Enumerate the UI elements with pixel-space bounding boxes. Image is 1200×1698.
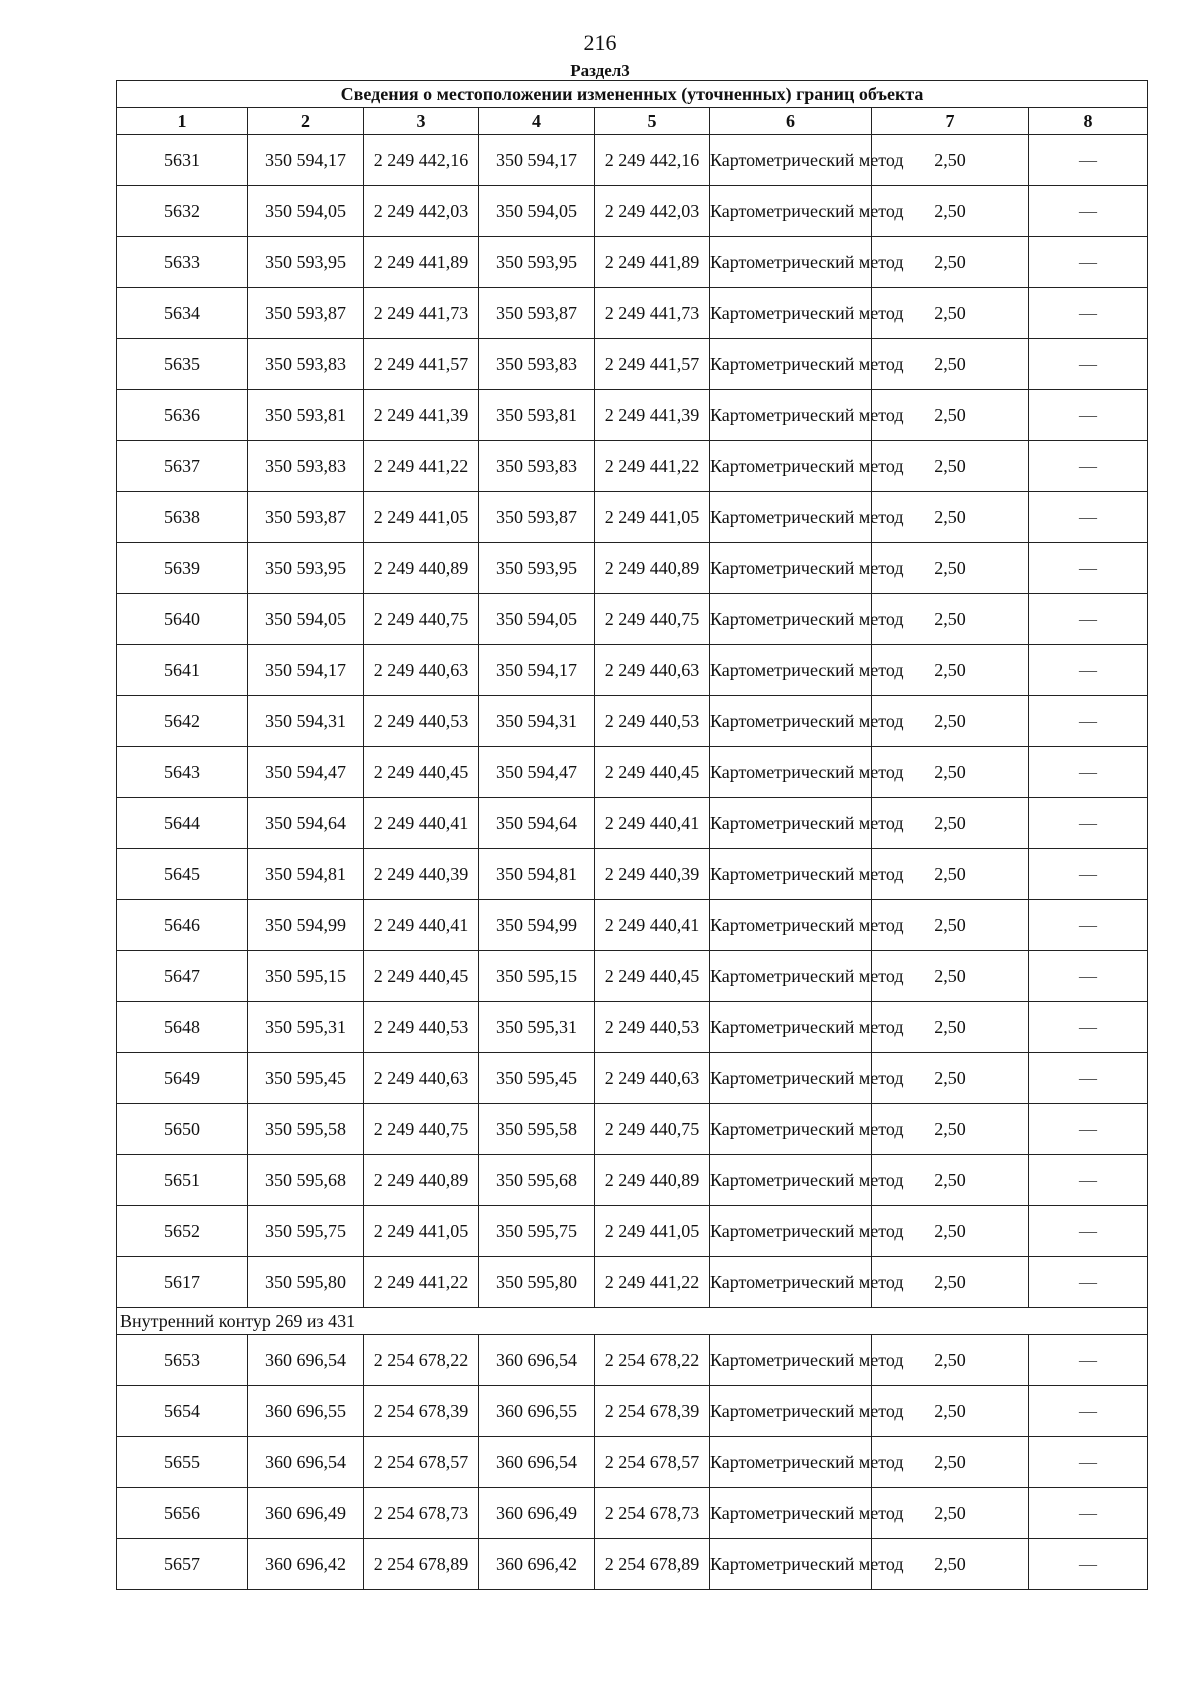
method-cell: Картометрический метод — [710, 696, 872, 747]
point-number-cell: 5645 — [117, 849, 248, 900]
point-number-cell: 5648 — [117, 1002, 248, 1053]
point-number-cell: 5640 — [117, 594, 248, 645]
y-new-cell: 2 249 440,41 — [595, 798, 710, 849]
y-new-cell: 2 249 442,03 — [595, 186, 710, 237]
y-old-cell: 2 254 678,57 — [364, 1437, 479, 1488]
x-new-cell: 360 696,42 — [479, 1539, 595, 1590]
note-cell: — — [1029, 288, 1148, 339]
x-new-cell: 350 593,95 — [479, 543, 595, 594]
x-old-cell: 350 595,15 — [248, 951, 364, 1002]
x-old-cell: 350 594,31 — [248, 696, 364, 747]
x-new-cell: 350 593,87 — [479, 288, 595, 339]
point-number-cell: 5651 — [117, 1155, 248, 1206]
y-old-cell: 2 249 440,89 — [364, 543, 479, 594]
method-cell: Картометрический метод — [710, 798, 872, 849]
table-row — [117, 1539, 1148, 1590]
point-number-cell: 5652 — [117, 1206, 248, 1257]
column-number: 1 — [117, 108, 248, 135]
point-number-cell: 5639 — [117, 543, 248, 594]
method-cell: Картометрический метод — [710, 1104, 872, 1155]
x-old-cell: 350 594,47 — [248, 747, 364, 798]
y-old-cell: 2 249 440,41 — [364, 900, 479, 951]
accuracy-cell: 2,50 — [872, 951, 1029, 1002]
x-old-cell: 350 594,17 — [248, 135, 364, 186]
x-new-cell: 350 593,83 — [479, 339, 595, 390]
note-cell: — — [1029, 900, 1148, 951]
y-old-cell: 2 249 441,22 — [364, 1257, 479, 1308]
y-old-cell: 2 249 440,89 — [364, 1155, 479, 1206]
point-number-cell: 5632 — [117, 186, 248, 237]
x-old-cell: 350 595,75 — [248, 1206, 364, 1257]
y-new-cell: 2 249 441,05 — [595, 492, 710, 543]
y-new-cell: 2 254 678,73 — [595, 1488, 710, 1539]
point-number-cell: 5654 — [117, 1386, 248, 1437]
y-old-cell: 2 249 440,53 — [364, 696, 479, 747]
x-new-cell: 350 595,31 — [479, 1002, 595, 1053]
accuracy-cell: 2,50 — [872, 186, 1029, 237]
method-cell: Картометрический метод — [710, 900, 872, 951]
table-row — [117, 696, 1148, 747]
x-new-cell: 350 594,99 — [479, 900, 595, 951]
point-number-cell: 5653 — [117, 1335, 248, 1386]
y-old-cell: 2 249 440,75 — [364, 1104, 479, 1155]
x-old-cell: 350 593,87 — [248, 288, 364, 339]
y-old-cell: 2 249 442,16 — [364, 135, 479, 186]
accuracy-cell: 2,50 — [872, 339, 1029, 390]
y-old-cell: 2 249 441,39 — [364, 390, 479, 441]
y-new-cell: 2 249 440,45 — [595, 951, 710, 1002]
boundary-table — [116, 80, 1148, 1590]
y-old-cell: 2 254 678,73 — [364, 1488, 479, 1539]
point-number-cell: 5650 — [117, 1104, 248, 1155]
table-row — [117, 594, 1148, 645]
x-new-cell: 350 594,17 — [479, 135, 595, 186]
y-new-cell: 2 249 441,22 — [595, 441, 710, 492]
y-new-cell: 2 249 440,41 — [595, 900, 710, 951]
method-cell: Картометрический метод — [710, 594, 872, 645]
x-old-cell: 360 696,42 — [248, 1539, 364, 1590]
x-new-cell: 350 594,47 — [479, 747, 595, 798]
x-new-cell: 360 696,54 — [479, 1335, 595, 1386]
table-row — [117, 135, 1148, 186]
note-cell: — — [1029, 441, 1148, 492]
point-number-cell: 5617 — [117, 1257, 248, 1308]
x-new-cell: 360 696,49 — [479, 1488, 595, 1539]
x-old-cell: 350 593,95 — [248, 543, 364, 594]
column-number: 7 — [872, 108, 1029, 135]
note-cell: — — [1029, 1488, 1148, 1539]
x-new-cell: 350 593,95 — [479, 237, 595, 288]
method-cell: Картометрический метод — [710, 951, 872, 1002]
y-new-cell: 2 249 441,05 — [595, 1206, 710, 1257]
accuracy-cell: 2,50 — [872, 237, 1029, 288]
y-new-cell: 2 249 440,53 — [595, 1002, 710, 1053]
column-number: 4 — [479, 108, 595, 135]
y-new-cell: 2 249 441,57 — [595, 339, 710, 390]
note-cell: — — [1029, 1155, 1148, 1206]
table-row — [117, 900, 1148, 951]
note-cell: — — [1029, 645, 1148, 696]
accuracy-cell: 2,50 — [872, 1335, 1029, 1386]
x-old-cell: 360 696,54 — [248, 1437, 364, 1488]
point-number-cell: 5635 — [117, 339, 248, 390]
x-new-cell: 350 595,80 — [479, 1257, 595, 1308]
x-new-cell: 350 595,15 — [479, 951, 595, 1002]
accuracy-cell: 2,50 — [872, 1437, 1029, 1488]
note-cell: — — [1029, 1437, 1148, 1488]
method-cell: Картометрический метод — [710, 1335, 872, 1386]
y-old-cell: 2 249 440,39 — [364, 849, 479, 900]
note-cell: — — [1029, 1053, 1148, 1104]
y-old-cell: 2 249 440,45 — [364, 747, 479, 798]
y-new-cell: 2 249 440,75 — [595, 594, 710, 645]
table-row — [117, 1488, 1148, 1539]
method-cell: Картометрический метод — [710, 441, 872, 492]
point-number-cell: 5642 — [117, 696, 248, 747]
table-row — [117, 1437, 1148, 1488]
y-new-cell: 2 249 441,39 — [595, 390, 710, 441]
point-number-cell: 5634 — [117, 288, 248, 339]
table-row — [117, 1053, 1148, 1104]
table-row — [117, 1335, 1148, 1386]
accuracy-cell: 2,50 — [872, 1104, 1029, 1155]
accuracy-cell: 2,50 — [872, 1386, 1029, 1437]
table-row — [117, 798, 1148, 849]
x-old-cell: 350 594,99 — [248, 900, 364, 951]
x-old-cell: 360 696,54 — [248, 1335, 364, 1386]
x-new-cell: 350 595,68 — [479, 1155, 595, 1206]
point-number-cell: 5647 — [117, 951, 248, 1002]
y-new-cell: 2 249 440,89 — [595, 1155, 710, 1206]
method-cell: Картометрический метод — [710, 1386, 872, 1437]
note-cell: — — [1029, 543, 1148, 594]
y-old-cell: 2 249 441,73 — [364, 288, 479, 339]
accuracy-cell: 2,50 — [872, 1002, 1029, 1053]
note-cell: — — [1029, 492, 1148, 543]
x-old-cell: 350 594,64 — [248, 798, 364, 849]
y-new-cell: 2 249 440,45 — [595, 747, 710, 798]
contour-label: Внутренний контур 269 из 431 — [117, 1308, 1148, 1335]
accuracy-cell: 2,50 — [872, 798, 1029, 849]
note-cell: — — [1029, 186, 1148, 237]
table-caption-row — [117, 81, 1148, 108]
table-row — [117, 1104, 1148, 1155]
table-row — [117, 390, 1148, 441]
method-cell: Картометрический метод — [710, 339, 872, 390]
table-row — [117, 288, 1148, 339]
method-cell: Картометрический метод — [710, 1053, 872, 1104]
column-number: 2 — [248, 108, 364, 135]
note-cell: — — [1029, 1386, 1148, 1437]
note-cell: — — [1029, 135, 1148, 186]
y-old-cell: 2 254 678,39 — [364, 1386, 479, 1437]
x-new-cell: 350 593,83 — [479, 441, 595, 492]
point-number-cell: 5636 — [117, 390, 248, 441]
y-new-cell: 2 249 440,63 — [595, 645, 710, 696]
table-row — [117, 1002, 1148, 1053]
x-old-cell: 350 594,17 — [248, 645, 364, 696]
column-number: 8 — [1029, 108, 1148, 135]
x-old-cell: 350 593,87 — [248, 492, 364, 543]
x-old-cell: 350 595,80 — [248, 1257, 364, 1308]
table-row — [117, 849, 1148, 900]
y-old-cell: 2 249 441,22 — [364, 441, 479, 492]
method-cell: Картометрический метод — [710, 1539, 872, 1590]
note-cell: — — [1029, 1002, 1148, 1053]
table-row — [117, 543, 1148, 594]
table-row — [117, 441, 1148, 492]
page-number: 216 — [583, 30, 617, 55]
note-cell: — — [1029, 951, 1148, 1002]
y-new-cell: 2 249 442,16 — [595, 135, 710, 186]
x-new-cell: 350 594,31 — [479, 696, 595, 747]
point-number-cell: 5657 — [117, 1539, 248, 1590]
method-cell: Картометрический метод — [710, 1488, 872, 1539]
method-cell: Картометрический метод — [710, 1155, 872, 1206]
y-new-cell: 2 249 441,89 — [595, 237, 710, 288]
x-old-cell: 350 595,58 — [248, 1104, 364, 1155]
accuracy-cell: 2,50 — [872, 1257, 1029, 1308]
x-old-cell: 350 595,31 — [248, 1002, 364, 1053]
y-old-cell: 2 249 440,41 — [364, 798, 479, 849]
method-cell: Картометрический метод — [710, 288, 872, 339]
y-old-cell: 2 249 441,89 — [364, 237, 479, 288]
method-cell: Картометрический метод — [710, 849, 872, 900]
x-new-cell: 350 595,45 — [479, 1053, 595, 1104]
accuracy-cell: 2,50 — [872, 1053, 1029, 1104]
note-cell: — — [1029, 798, 1148, 849]
method-cell: Картометрический метод — [710, 237, 872, 288]
y-new-cell: 2 254 678,57 — [595, 1437, 710, 1488]
column-number-row — [117, 108, 1148, 135]
table-row — [117, 1386, 1148, 1437]
method-cell: Картометрический метод — [710, 390, 872, 441]
accuracy-cell: 2,50 — [872, 441, 1029, 492]
y-old-cell: 2 249 441,05 — [364, 1206, 479, 1257]
y-new-cell: 2 254 678,89 — [595, 1539, 710, 1590]
x-new-cell: 350 593,81 — [479, 390, 595, 441]
point-number-cell: 5656 — [117, 1488, 248, 1539]
x-old-cell: 350 593,83 — [248, 441, 364, 492]
x-new-cell: 350 594,64 — [479, 798, 595, 849]
y-old-cell: 2 249 440,75 — [364, 594, 479, 645]
accuracy-cell: 2,50 — [872, 594, 1029, 645]
note-cell: — — [1029, 696, 1148, 747]
method-cell: Картометрический метод — [710, 1437, 872, 1488]
accuracy-cell: 2,50 — [872, 747, 1029, 798]
table-row — [117, 1155, 1148, 1206]
method-cell: Картометрический метод — [710, 1002, 872, 1053]
point-number-cell: 5646 — [117, 900, 248, 951]
x-old-cell: 360 696,49 — [248, 1488, 364, 1539]
table-row — [117, 747, 1148, 798]
method-cell: Картометрический метод — [710, 543, 872, 594]
accuracy-cell: 2,50 — [872, 696, 1029, 747]
y-old-cell: 2 249 441,57 — [364, 339, 479, 390]
method-cell: Картометрический метод — [710, 492, 872, 543]
table-row — [117, 339, 1148, 390]
column-number: 5 — [595, 108, 710, 135]
table-row — [117, 237, 1148, 288]
accuracy-cell: 2,50 — [872, 1206, 1029, 1257]
accuracy-cell: 2,50 — [872, 1539, 1029, 1590]
accuracy-cell: 2,50 — [872, 492, 1029, 543]
column-number: 3 — [364, 108, 479, 135]
accuracy-cell: 2,50 — [872, 1488, 1029, 1539]
method-cell: Картометрический метод — [710, 1206, 872, 1257]
y-new-cell: 2 249 440,89 — [595, 543, 710, 594]
x-new-cell: 350 594,05 — [479, 594, 595, 645]
y-new-cell: 2 249 440,53 — [595, 696, 710, 747]
point-number-cell: 5655 — [117, 1437, 248, 1488]
point-number-cell: 5643 — [117, 747, 248, 798]
accuracy-cell: 2,50 — [872, 543, 1029, 594]
method-cell: Картометрический метод — [710, 135, 872, 186]
table-caption: Сведения о местоположении измененных (уточненных) границ объекта — [117, 81, 1148, 108]
y-old-cell: 2 254 678,89 — [364, 1539, 479, 1590]
x-old-cell: 360 696,55 — [248, 1386, 364, 1437]
y-old-cell: 2 249 440,45 — [364, 951, 479, 1002]
x-new-cell: 350 593,87 — [479, 492, 595, 543]
point-number-cell: 5637 — [117, 441, 248, 492]
note-cell: — — [1029, 747, 1148, 798]
x-old-cell: 350 595,45 — [248, 1053, 364, 1104]
method-cell: Картометрический метод — [710, 1257, 872, 1308]
x-new-cell: 350 594,05 — [479, 186, 595, 237]
point-number-cell: 5644 — [117, 798, 248, 849]
group-row — [117, 1308, 1148, 1335]
point-number-cell: 5641 — [117, 645, 248, 696]
note-cell: — — [1029, 237, 1148, 288]
note-cell: — — [1029, 1257, 1148, 1308]
y-new-cell: 2 249 441,73 — [595, 288, 710, 339]
x-old-cell: 350 594,05 — [248, 594, 364, 645]
y-old-cell: 2 249 442,03 — [364, 186, 479, 237]
x-old-cell: 350 595,68 — [248, 1155, 364, 1206]
note-cell: — — [1029, 390, 1148, 441]
x-old-cell: 350 594,81 — [248, 849, 364, 900]
method-cell: Картометрический метод — [710, 747, 872, 798]
note-cell: — — [1029, 1335, 1148, 1386]
x-old-cell: 350 593,81 — [248, 390, 364, 441]
x-old-cell: 350 593,83 — [248, 339, 364, 390]
accuracy-cell: 2,50 — [872, 900, 1029, 951]
x-new-cell: 350 595,58 — [479, 1104, 595, 1155]
x-new-cell: 350 594,81 — [479, 849, 595, 900]
x-old-cell: 350 594,05 — [248, 186, 364, 237]
method-cell: Картометрический метод — [710, 186, 872, 237]
note-cell: — — [1029, 1539, 1148, 1590]
y-new-cell: 2 249 440,75 — [595, 1104, 710, 1155]
note-cell: — — [1029, 1104, 1148, 1155]
y-old-cell: 2 249 440,53 — [364, 1002, 479, 1053]
x-new-cell: 350 594,17 — [479, 645, 595, 696]
y-new-cell: 2 249 440,63 — [595, 1053, 710, 1104]
accuracy-cell: 2,50 — [872, 288, 1029, 339]
y-new-cell: 2 249 440,39 — [595, 849, 710, 900]
note-cell: — — [1029, 594, 1148, 645]
accuracy-cell: 2,50 — [872, 135, 1029, 186]
x-new-cell: 360 696,55 — [479, 1386, 595, 1437]
y-new-cell: 2 254 678,22 — [595, 1335, 710, 1386]
x-new-cell: 360 696,54 — [479, 1437, 595, 1488]
point-number-cell: 5633 — [117, 237, 248, 288]
accuracy-cell: 2,50 — [872, 1155, 1029, 1206]
accuracy-cell: 2,50 — [872, 645, 1029, 696]
table-row — [117, 186, 1148, 237]
table-row — [117, 645, 1148, 696]
note-cell: — — [1029, 339, 1148, 390]
point-number-cell: 5631 — [117, 135, 248, 186]
note-cell: — — [1029, 849, 1148, 900]
y-old-cell: 2 254 678,22 — [364, 1335, 479, 1386]
y-old-cell: 2 249 440,63 — [364, 1053, 479, 1104]
point-number-cell: 5638 — [117, 492, 248, 543]
note-cell: — — [1029, 1206, 1148, 1257]
x-old-cell: 350 593,95 — [248, 237, 364, 288]
y-new-cell: 2 249 441,22 — [595, 1257, 710, 1308]
table-row — [117, 951, 1148, 1002]
y-old-cell: 2 249 440,63 — [364, 645, 479, 696]
point-number-cell: 5649 — [117, 1053, 248, 1104]
table-row — [117, 1257, 1148, 1308]
x-new-cell: 350 595,75 — [479, 1206, 595, 1257]
accuracy-cell: 2,50 — [872, 849, 1029, 900]
y-old-cell: 2 249 441,05 — [364, 492, 479, 543]
method-cell: Картометрический метод — [710, 645, 872, 696]
accuracy-cell: 2,50 — [872, 390, 1029, 441]
y-new-cell: 2 254 678,39 — [595, 1386, 710, 1437]
table-row — [117, 492, 1148, 543]
section-title: Раздел3 — [570, 61, 630, 80]
table-row — [117, 1206, 1148, 1257]
column-number: 6 — [710, 108, 872, 135]
